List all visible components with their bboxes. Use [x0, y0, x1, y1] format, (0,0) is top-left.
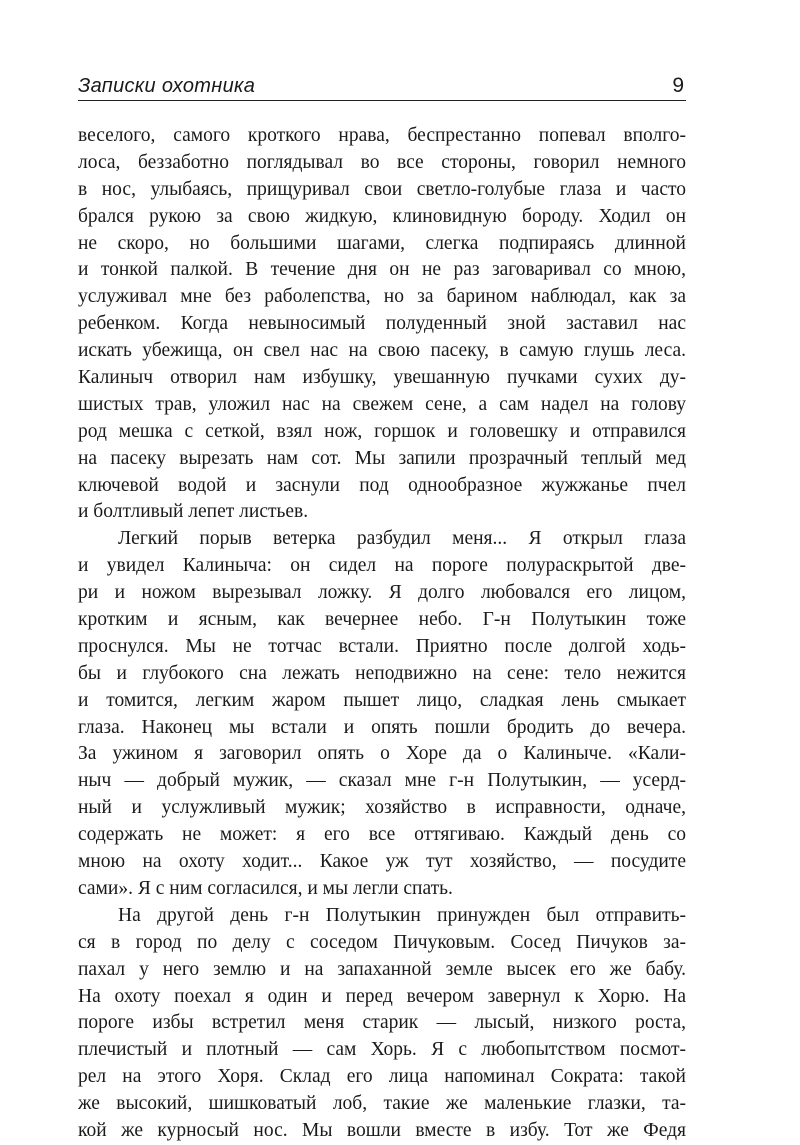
text-line: лоса, беззаботно поглядывал во все стороны, говорил немного — [78, 151, 686, 173]
text-line: мною на охоту ходит... Какое уж тут хозяйство, — посудите — [78, 851, 686, 873]
text-line: бы и глубокого сна лежать неподвижно на сене: тело нежится — [78, 662, 686, 684]
text-line: пахал у него землю и на запаханной земле высек его же бабу. — [78, 958, 686, 980]
text-line: ныч — добрый мужик, — сказал мне г-н Полутыкин, — усерд- — [78, 770, 686, 792]
text-line: ри и ножом вырезывал ложку. Я долго любовался его лицом, — [78, 582, 686, 604]
book-page — [78, 70, 686, 1145]
text-line: ный и услужливый мужик; хозяйство в исправности, одначе, — [78, 797, 686, 819]
text-line: плечистый и плотный — сам Хорь. Я с любопытством посмот- — [78, 1039, 686, 1061]
text-line: ключевой водой и заснули под однообразное жужжанье пчел — [78, 474, 686, 496]
running-title: Записки охотника — [78, 75, 256, 97]
text-line: кой же курносый нос. Мы вошли вместе в избу. Тот же Федя — [78, 1119, 686, 1141]
text-line: и тонкой палкой. В течение дня он не раз заговаривал со мною, — [78, 259, 686, 281]
text-line: ся в город по делу с соседом Пичуковым. Сосед Пичуков за- — [78, 931, 686, 953]
running-header — [78, 70, 686, 101]
text-line: рел на этого Хоря. Склад его лица напоминал Сократа: такой — [78, 1066, 686, 1088]
body-text — [78, 123, 686, 1145]
text-line: веселого, самого кроткого нрава, беспрестанно попевал вполго- — [78, 125, 686, 146]
text-line: в нос, улыбаясь, прищуривал свои светло-голубые глаза и часто — [78, 178, 686, 200]
text-line: На охоту поехал я один и перед вечером завернул к Хорю. На — [78, 985, 686, 1007]
text-line: содержать не может: я его все оттягиваю. Каждый день со — [78, 824, 686, 846]
text-line: и томится, легким жаром пышет лицо, сладкая лень смыкает — [78, 689, 686, 711]
text-line: услуживал мне без раболепства, но за барином наблюдал, как за — [78, 286, 686, 308]
text-line: искать убежища, он свел нас на свою пасеку, в самую глушь леса. — [78, 340, 686, 362]
text-line: шистых трав, уложил нас на свежем сене, а сам надел на голову — [78, 393, 686, 415]
text-line: проснулся. Мы не тотчас встали. Приятно после долгой ходь- — [78, 635, 686, 657]
text-line: пороге избы встретил меня старик — лысый, низкого роста, — [78, 1012, 686, 1034]
page-number: 9 — [672, 74, 684, 97]
text-line: не скоро, но большими шагами, слегка подпираясь длинной — [78, 232, 686, 254]
text-line: Калиныч отворил нам избушку, увешанную пучками сухих ду- — [78, 367, 686, 389]
text-line: брался рукою за свою жидкую, клиновидную бороду. Ходил он — [78, 205, 686, 227]
paragraph-first-line: На другой день г-н Полутыкин принужден был отправить- — [118, 904, 686, 926]
text-line: же высокий, шишковатый лоб, такие же маленькие глазки, та- — [78, 1093, 686, 1115]
text-line: род мешка с сеткой, взял нож, горшок и головешку и отправился — [78, 420, 686, 442]
text-line: За ужином я заговорил опять о Хоре да о Калиныче. «Кали- — [78, 743, 686, 765]
text-line: глаза. Наконец мы встали и опять пошли бродить до вечера. — [78, 716, 686, 738]
text-line: и увидел Калиныча: он сидел на пороге полураскрытой две- — [78, 555, 686, 577]
paragraph-end-line: и болтливый лепет листьев. — [78, 501, 309, 523]
text-line: кротким и ясным, как вечернее небо. Г-н Полутыкин тоже — [78, 609, 686, 631]
text-line: ребенком. Когда невыносимый полуденный зной заставил нас — [78, 313, 686, 335]
text-line: на пасеку вырезать нам сот. Мы запили прозрачный теплый мед — [78, 447, 686, 469]
paragraph-end-line: сами». Я с ним согласился, и мы легли спать. — [78, 877, 453, 899]
paragraph-first-line: Легкий порыв ветерка разбудил меня... Я открыл глаза — [118, 528, 686, 550]
